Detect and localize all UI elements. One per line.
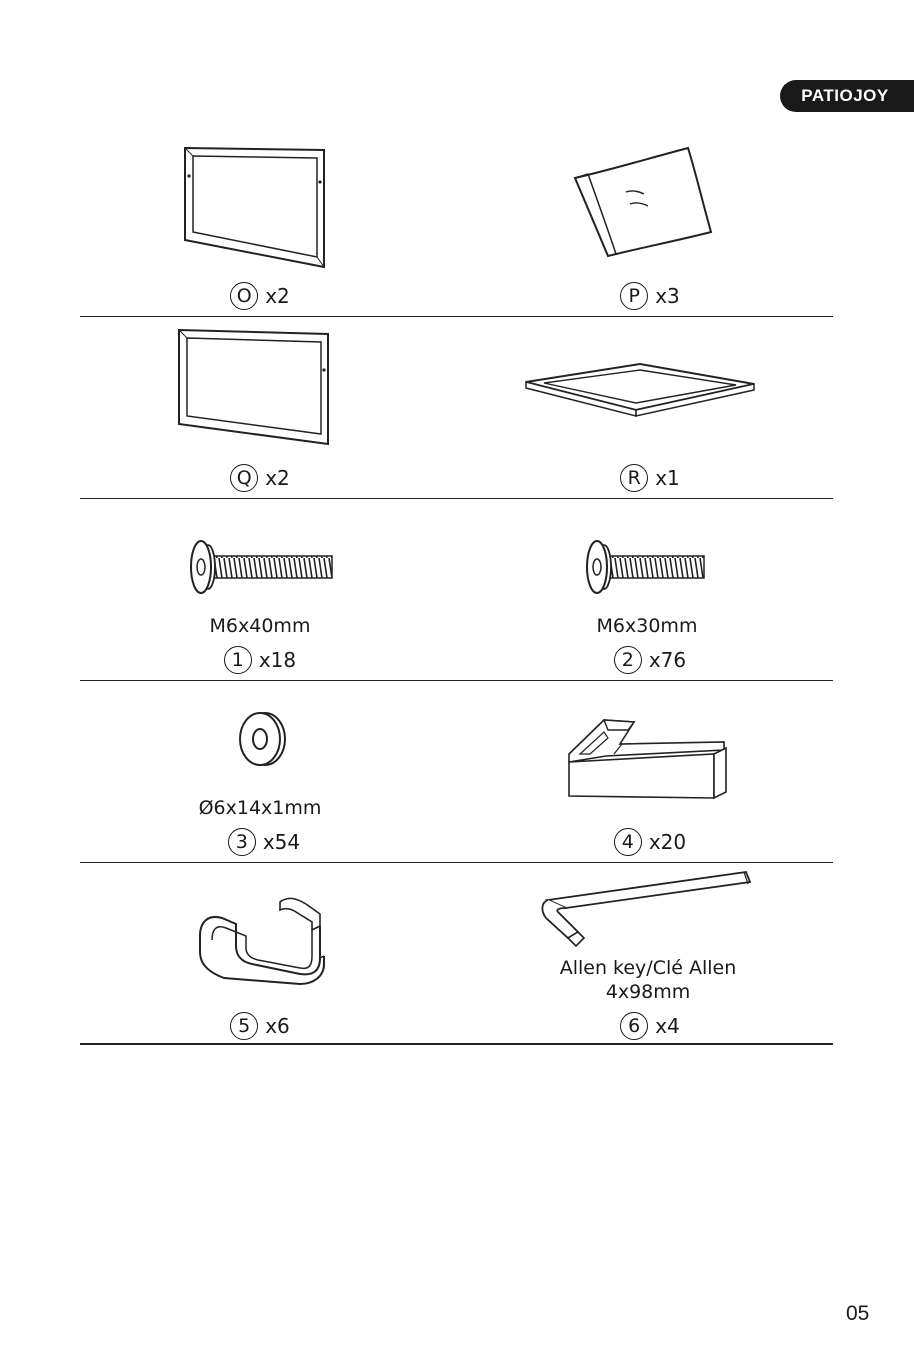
part-qty: x2 bbox=[265, 284, 290, 308]
frame-panel-icon bbox=[180, 142, 330, 272]
u-clip-icon bbox=[196, 896, 332, 986]
part-tag-2 bbox=[500, 646, 800, 674]
part-tag-R bbox=[500, 464, 800, 492]
part-spec bbox=[498, 956, 798, 1004]
table-frame-icon bbox=[522, 356, 758, 418]
part-id-badge: 2 bbox=[614, 646, 642, 674]
part-tag-P bbox=[500, 282, 800, 310]
part-qty: x18 bbox=[258, 648, 297, 672]
connector-bracket-icon bbox=[564, 714, 732, 800]
part-id-badge: P bbox=[620, 282, 648, 310]
brand-logo bbox=[780, 80, 914, 112]
part-tag-4 bbox=[500, 828, 800, 856]
long-bolt-icon bbox=[188, 538, 334, 596]
part-qty: x3 bbox=[655, 284, 680, 308]
page-number: 05 bbox=[846, 1302, 870, 1325]
row-divider bbox=[80, 680, 833, 681]
part-spec: M6x30mm bbox=[596, 615, 698, 637]
part-tag-6 bbox=[500, 1012, 800, 1040]
short-bolt-icon bbox=[584, 538, 706, 596]
part-spec: M6x40mm bbox=[209, 615, 311, 637]
bottom-divider bbox=[80, 1043, 833, 1045]
part-id-badge: 1 bbox=[224, 646, 252, 674]
part-qty: x54 bbox=[262, 830, 301, 854]
part-spec-line: 4x98mm bbox=[605, 981, 691, 1003]
row-divider bbox=[80, 498, 833, 499]
part-tag-3 bbox=[114, 828, 414, 856]
row-divider bbox=[80, 862, 833, 863]
part-qty: x4 bbox=[655, 1014, 680, 1038]
washer-icon bbox=[238, 710, 288, 768]
part-qty: x2 bbox=[265, 466, 290, 490]
part-id-badge: O bbox=[230, 282, 258, 310]
part-id-badge: R bbox=[620, 464, 648, 492]
part-id-badge: 4 bbox=[614, 828, 642, 856]
part-id-badge: 5 bbox=[230, 1012, 258, 1040]
part-qty: x76 bbox=[648, 648, 687, 672]
part-qty: x1 bbox=[655, 466, 680, 490]
brand-logo-text: PATIOJOY bbox=[801, 86, 889, 105]
cushion-bag-icon bbox=[570, 140, 720, 260]
frame-panel-icon bbox=[176, 326, 334, 448]
part-spec: Ø6x14x1mm bbox=[198, 797, 322, 819]
part-id-badge: 6 bbox=[620, 1012, 648, 1040]
part-tag-5 bbox=[110, 1012, 410, 1040]
part-qty: x20 bbox=[648, 830, 687, 854]
allen-key-icon bbox=[538, 868, 754, 950]
part-tag-1 bbox=[110, 646, 410, 674]
part-qty: x6 bbox=[265, 1014, 290, 1038]
part-tag-Q bbox=[110, 464, 410, 492]
part-tag-O bbox=[110, 282, 410, 310]
part-id-badge: Q bbox=[230, 464, 258, 492]
row-divider bbox=[80, 316, 833, 317]
part-id-badge: 3 bbox=[228, 828, 256, 856]
part-spec-line: Allen key/Clé Allen bbox=[559, 957, 737, 979]
